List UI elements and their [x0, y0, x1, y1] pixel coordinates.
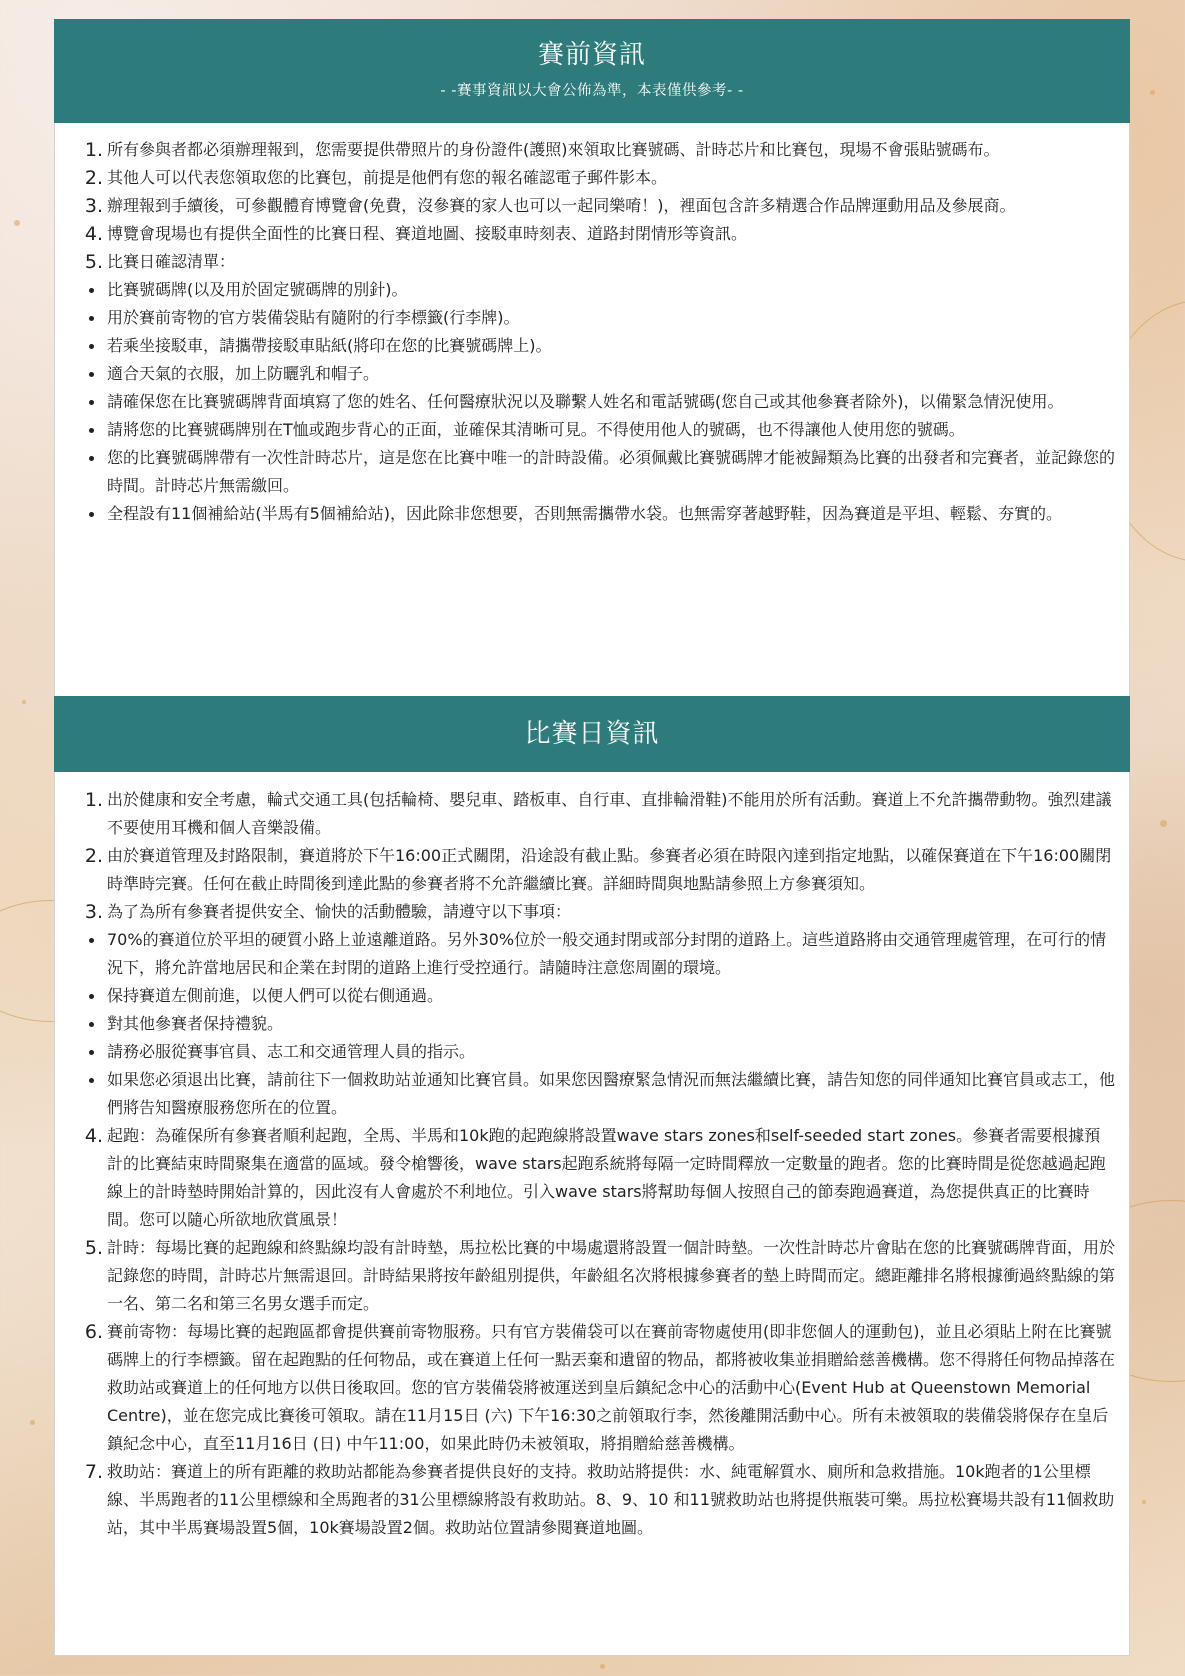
list-number: 3.	[84, 195, 103, 217]
list-text: 起跑：為確保所有參賽者順利起跑，全馬、半馬和10k跑的起跑線將設置wave stars zones和self-seeded start zones。參賽者需要根據預計的比賽結束時間聚集在適當的區域。發令槍響後，wave stars起跑系統將每隔一定時間釋放一定數量的跑者。您的比賽時間是從您越過起跑線上的計時墊時開始計算的，因此沒有人會處於不利地位。引入wave stars將幫助每個人按照自己的節奏跑過賽道，為您提供真正的比賽時間。您可以隨心所欲地欣賞風景！	[107, 1126, 1106, 1229]
bullet-text: 如果您必須退出比賽，請前往下一個救助站並通知比賽官員。如果您因醫療緊急情況而無法繼續比賽，請告知您的同伴通知比賽官員或志工，他們將告知醫療服務您所在的位置。	[107, 1070, 1116, 1117]
list-number: 4.	[84, 1125, 103, 1147]
bullet-dot-icon	[79, 276, 107, 304]
bullet-item	[79, 1010, 1115, 1038]
bullet-text: 對其他參賽者保持禮貌。	[107, 1014, 284, 1033]
bullet-text: 70%的賽道位於平坦的硬質小路上並遠離道路。另外30%位於一般交通封閉或部分封閉的道路上。這些道路將由交通管理處管理，在可行的情況下，將允許當地居民和企業在封閉的道路上進行受控通行。請隨時注意您周圍的環境。	[107, 930, 1107, 977]
list-text: 賽前寄物：每場比賽的起跑區都會提供賽前寄物服務。只有官方裝備袋可以在賽前寄物處使用(即非您個人的運動包)，並且必須貼上附在比賽號碼牌上的行李標籤。留在起跑點的任何物品，或在賽道上任何一點丟棄和遺留的物品，都將被收集並捐贈給慈善機構。您不得將任何物品掉落在救助站或賽道上的任何地方以供日後取回。您的官方裝備袋將被運送到皇后鎮紀念中心的活動中心(Event Hub at Queenstown Memorial Centre)，並在您完成比賽後可領取。請在11月15日 (六) 下午16:30之前領取行李，然後離開活動中心。所有未被領取的裝備袋將保存在皇后鎮紀念中心，直至11月16日 (日) 中午11:00，如果此時仍未被領取，將捐贈給慈善機構。	[107, 1322, 1116, 1453]
list-item	[79, 164, 1115, 192]
bullet-text: 請將您的比賽號碼牌別在T恤或跑步背心的正面，並確保其清晰可見。不得使用他人的號碼，也不得讓他人使用您的號碼。	[107, 420, 965, 439]
bullet-dot-icon	[79, 304, 107, 332]
list-number: 5.	[84, 1237, 103, 1259]
bullet-text: 請確保您在比賽號碼牌背面填寫了您的姓名、任何醫療狀況以及聯繫人姓名和電話號碼(您自己或其他參賽者除外)，以備緊急情況使用。	[107, 392, 1064, 411]
list-text: 其他人可以代表您領取您的比賽包，前提是他們有您的報名確認電子郵件影本。	[107, 168, 668, 187]
list-item	[79, 192, 1115, 220]
bullet-text: 請務必服從賽事官員、志工和交通管理人員的指示。	[107, 1042, 476, 1061]
bullet-item	[79, 276, 1115, 304]
list-item	[79, 1318, 1115, 1458]
bullet-item	[79, 500, 1115, 528]
bullet-item	[79, 416, 1115, 444]
list-text: 救助站：賽道上的所有距離的救助站都能為參賽者提供良好的支持。救助站將提供：水、純電解質水、廁所和急救措施。10k跑者的1公里標線、半馬跑者的11公里標線和全馬跑者的31公里標線將設有救助站。8、9、10 和11號救助站也將提供瓶裝可樂。馬拉松賽場共設有11個救助站，其中半馬賽場設置5個，10k賽場設置2個。救助站位置請參閱賽道地圖。	[107, 1462, 1115, 1537]
list-number: 1.	[84, 789, 103, 811]
race-day-header	[54, 696, 1130, 772]
bullet-item	[79, 1038, 1115, 1066]
bullet-dot-icon	[79, 982, 107, 1010]
bullet-text: 保持賽道左側前進，以便人們可以從右側通過。	[107, 986, 444, 1005]
list-text: 辦理報到手續後，可參觀體育博覽會(免費，沒參賽的家人也可以一起同樂唷！)，裡面包含許多精選合作品牌運動用品及參展商。	[107, 196, 1016, 215]
bullet-text: 若乘坐接駁車，請攜帶接駁車貼紙(將印在您的比賽號碼牌上)。	[107, 336, 552, 355]
race-day-list	[79, 786, 1115, 1542]
bullet-dot-icon	[79, 1066, 107, 1122]
bullet-text: 適合天氣的衣服，加上防曬乳和帽子。	[107, 364, 380, 383]
list-text: 所有參與者都必須辦理報到，您需要提供帶照片的身份證件(護照)來領取比賽號碼、計時芯片和比賽包，現場不會張貼號碼布。	[107, 140, 1000, 159]
list-item	[79, 1458, 1115, 1542]
race-day-title: 比賽日資訊	[524, 719, 660, 749]
list-item	[79, 248, 1115, 276]
bullet-item	[79, 360, 1115, 388]
list-number: 2.	[84, 167, 103, 189]
bullet-item	[79, 444, 1115, 500]
list-text: 出於健康和安全考慮，輪式交通工具(包括輪椅、嬰兒車、踏板車、自行車、直排輪滑鞋)不能用於所有活動。賽道上不允許攜帶動物。強烈建議不要使用耳機和個人音樂設備。	[107, 790, 1112, 837]
bullet-dot-icon	[79, 500, 107, 528]
info-card	[54, 19, 1130, 1656]
pre-race-disclaimer: - -賽事資訊以大會公佈為準，本表僅供參考- -	[440, 83, 744, 99]
bullet-item	[79, 304, 1115, 332]
bullet-text: 比賽號碼牌(以及用於固定號碼牌的別針)。	[107, 280, 408, 299]
bullet-item	[79, 1066, 1115, 1122]
list-item	[79, 1122, 1115, 1234]
list-text: 由於賽道管理及封路限制，賽道將於下午16:00正式關閉，沿途設有截止點。參賽者必須在時限內達到指定地點，以確保賽道在下午16:00關閉時準時完賽。任何在截止時間後到達此點的參賽者將不允許繼續比賽。詳細時間與地點請參照上方參賽須知。	[107, 846, 1112, 893]
list-item	[79, 136, 1115, 164]
bullet-item	[79, 982, 1115, 1010]
bullet-text: 全程設有11個補給站(半馬有5個補給站)，因此除非您想要，否則無需攜帶水袋。也無需穿著越野鞋，因為賽道是平坦、輕鬆、夯實的。	[107, 504, 1063, 523]
bullet-item	[79, 388, 1115, 416]
bullet-dot-icon	[79, 444, 107, 500]
list-item	[79, 842, 1115, 898]
pre-race-title: 賽前資訊	[537, 40, 646, 70]
bullet-dot-icon	[79, 1038, 107, 1066]
list-number: 1.	[84, 139, 103, 161]
bullet-dot-icon	[79, 1010, 107, 1038]
list-text: 博覽會現場也有提供全面性的比賽日程、賽道地圖、接駁車時刻表、道路封閉情形等資訊。	[107, 224, 748, 243]
bullet-text: 用於賽前寄物的官方裝備袋貼有隨附的行李標籤(行李牌)。	[107, 308, 520, 327]
pre-race-header	[54, 19, 1130, 123]
list-text: 計時：每場比賽的起跑線和終點線均設有計時墊，馬拉松比賽的中場處還將設置一個計時墊。一次性計時芯片會貼在您的比賽號碼牌背面，用於記錄您的時間，計時芯片無需退回。計時結果將按年齡組別提供，年齡組名次將根據參賽者的墊上時間而定。總距離排名將根據衝過終點線的第一名、第二名和第三名男女選手而定。	[107, 1238, 1116, 1313]
list-number: 3.	[84, 901, 103, 923]
list-item	[79, 786, 1115, 842]
list-text: 比賽日確認清單：	[107, 252, 236, 271]
bullet-dot-icon	[79, 388, 107, 416]
list-text: 為了為所有參賽者提供安全、愉快的活動體驗，請遵守以下事項：	[107, 902, 572, 921]
bullet-dot-icon	[79, 926, 107, 982]
list-number: 6.	[84, 1321, 103, 1343]
list-number: 2.	[84, 845, 103, 867]
bullet-dot-icon	[79, 360, 107, 388]
list-item	[79, 898, 1115, 926]
bullet-dot-icon	[79, 332, 107, 360]
bullet-text: 您的比賽號碼牌帶有一次性計時芯片，這是您在比賽中唯一的計時設備。必須佩戴比賽號碼牌才能被歸類為比賽的出發者和完賽者，並記錄您的時間。計時芯片無需繳回。	[107, 448, 1116, 495]
list-item	[79, 220, 1115, 248]
pre-race-list	[79, 136, 1115, 528]
list-number: 5.	[84, 251, 103, 273]
list-number: 4.	[84, 223, 103, 245]
bullet-dot-icon	[79, 416, 107, 444]
bullet-item	[79, 332, 1115, 360]
bullet-item	[79, 926, 1115, 982]
list-number: 7.	[84, 1461, 103, 1483]
list-item	[79, 1234, 1115, 1318]
